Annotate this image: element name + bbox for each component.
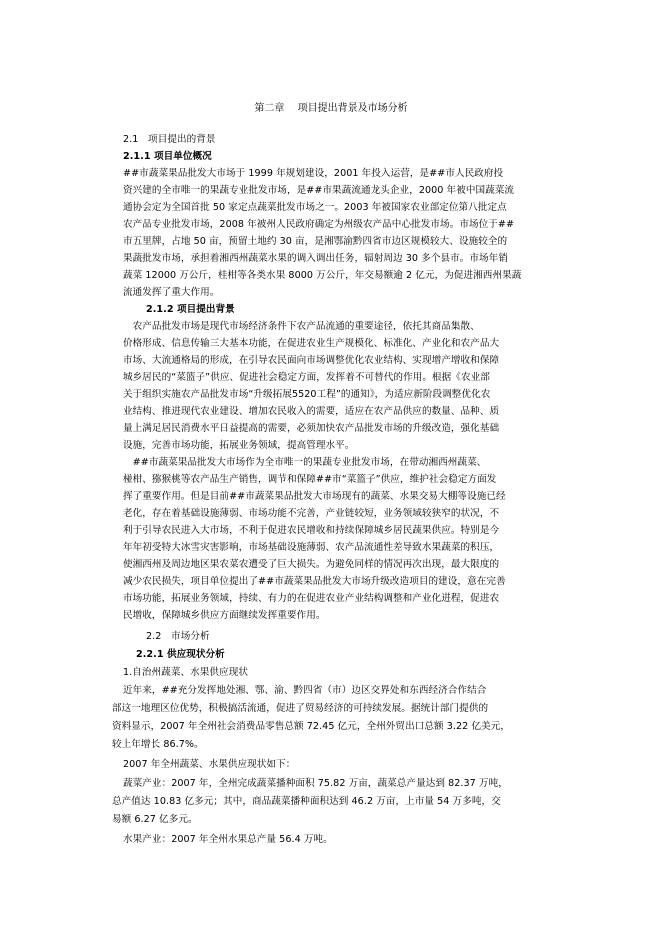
paragraph-line: 蔬菜产业：2007 年，全州完成蔬菜播种面积 75.82 万亩，蔬菜总产量达到 82.37 万吨，: [123, 778, 508, 789]
paragraph-line: 通协会定为全国首批 50 家定点蔬菜批发市场之一。2003 年被国家农业部定位第八批定点: [123, 202, 507, 213]
paragraph-line: 农产品专业批发市场，2008 年被州人民政府确定为州级农产品中心批发市场。市场位于##: [123, 219, 515, 230]
paragraph-line: 蔬菜 12000 万公斤，桂柑等各类水果 8000 万公斤，年交易额逾 2 亿元，为促进湘西州果蔬: [123, 270, 522, 281]
paragraph-line: 易额 6.27 亿多元。: [112, 814, 198, 825]
section-heading-2-1: 2.1 项目提出的背景: [123, 134, 216, 145]
paragraph-line: 利于引导农民进入大市场，不利于促进农民增收和持续保障城乡居民蔬果供应。特别是今: [123, 525, 500, 536]
paragraph-line: ##市蔬菜果品批发大市场作为全市唯一的果蔬专业批发市场，在带动湘西州蔬菜、: [123, 457, 487, 468]
paragraph-line: 业结构、推进现代农业建设、增加农民收入的需要，适应在农产品供应的数量、品种、质: [123, 406, 500, 417]
paragraph-line: 城乡居民的“菜篮子”供应、促进社会稳定方面，发挥着不可替代的作用。根据《农业部: [123, 372, 490, 383]
paragraph-line: 使湘西州及周边地区果农菜农遭受了巨大损失。为避免同样的情况再次出现，最大限度的: [123, 559, 500, 570]
paragraph-line: 资兴建的全市唯一的果蔬专业批发市场，是##市果蔬流通龙头企业，2000 年被中国蔬菜流: [123, 185, 515, 196]
paragraph-line: 减少农民损失，项目单位提出了##市蔬菜果品批发大市场升级改造项目的建设，意在完善: [123, 576, 506, 587]
paragraph-line: 2007 年全州蔬菜、水果供应现状如下：: [123, 759, 296, 770]
paragraph-line: 民增收，保障城乡供应方面继续发挥重要作用。: [123, 610, 326, 621]
subsection-heading-2-2-1: 2.2.1 供应现状分析: [136, 649, 225, 660]
paragraph-line: 市场功能，拓展业务领域，持续、有力的在促进农业产业结构调整和产业化进程，促进农: [123, 593, 500, 604]
list-heading: 1.自治州蔬菜、水果供应现状: [123, 667, 248, 678]
paragraph-line: 市场、大流通格局的形成，在引导农民面向市场调整优化农业结构、实现增产增收和保障: [123, 355, 500, 366]
paragraph-line: 量上满足居民消费水平日益提高的需要，必须加快农产品批发市场的升级改造，强化基础: [123, 423, 500, 434]
paragraph-line: 流通发挥了重大作用。: [123, 287, 220, 298]
subsection-heading-2-1-1: 2.1.1 项目单位概况: [123, 151, 212, 162]
paragraph-line: ##市蔬菜果品批发大市场于 1999 年规划建设，2001 年投入运营，是##市人民政府投: [123, 168, 504, 179]
paragraph-line: 市五里牌，占地 50 亩，预留土地约 30 亩，是湘鄂渝黔四省市边区规模较大、设施较全的: [123, 236, 508, 247]
paragraph-line: 椪柑、猕猴桃等农产品生产销售，调节和保障##市“菜篮子”供应，维护社会稳定方面发: [123, 474, 497, 485]
paragraph-line: 果蔬批发市场，承担着湘西州蔬菜水果的调入调出任务，辐射周边 30 多个县市。市场年销: [123, 253, 508, 264]
paragraph-line: 资料显示，2007 年全州社会消费品零售总额 72.45 亿元，全州外贸出口总额 3.22 亿美元，: [112, 721, 510, 732]
paragraph-line: 挥了重要作用。但是目前##市蔬菜果品批发大市场现有的蔬菜、水果交易大棚等设施已经: [123, 491, 506, 502]
paragraph-line: 较上年增长 86.7%。: [112, 739, 204, 750]
paragraph-line: 部这一地理区位优势，积极搞活流通，促进了贸易经济的可持续发展。据统计部门提供的: [112, 703, 489, 714]
paragraph-line: 近年来，##充分发挥地处湘、鄂、渝、黔四省（市）边区交界处和东西经济合作结合: [123, 685, 487, 696]
paragraph-line: 价格形成、信息传输三大基本功能，在促进农业生产规模化、标准化、产业化和农产品大: [123, 338, 500, 349]
paragraph-line: 设施，完善市场功能，拓展业务领域，提高管理水平。: [123, 440, 355, 451]
paragraph-line: 关于组织实施农产品批发市场“升级拓展5520工程”的通知》，为适应新阶段调整优化农: [123, 389, 491, 400]
subsection-heading-2-1-2: 2.1.2 项目提出背景: [146, 304, 235, 315]
section-heading-2-2: 2.2 市场分析: [146, 631, 210, 642]
paragraph-line: 总产值达 10.83 亿多元；其中，商品蔬菜播种面积达到 46.2 万亩，上市量 54 万多吨，交: [112, 796, 501, 807]
paragraph-line: 老化，存在着基础设施薄弱、市场功能不完善，产业链较短，业务领域较狭窄的状况，不: [123, 508, 500, 519]
paragraph-line: 水果产业：2007 年全州水果总产量 56.4 万吨。: [123, 834, 333, 845]
paragraph-line: 农产品批发市场是现代市场经济条件下农产品流通的重要途径，依托其商品集散、: [123, 321, 480, 332]
paragraph-line: 年年初受特大冰雪灾害影响，市场基础设施薄弱、农产品流通性差导致水果蔬菜的积压，: [123, 542, 500, 553]
chapter-title: 第二章 项目提出背景及市场分析: [254, 103, 408, 114]
